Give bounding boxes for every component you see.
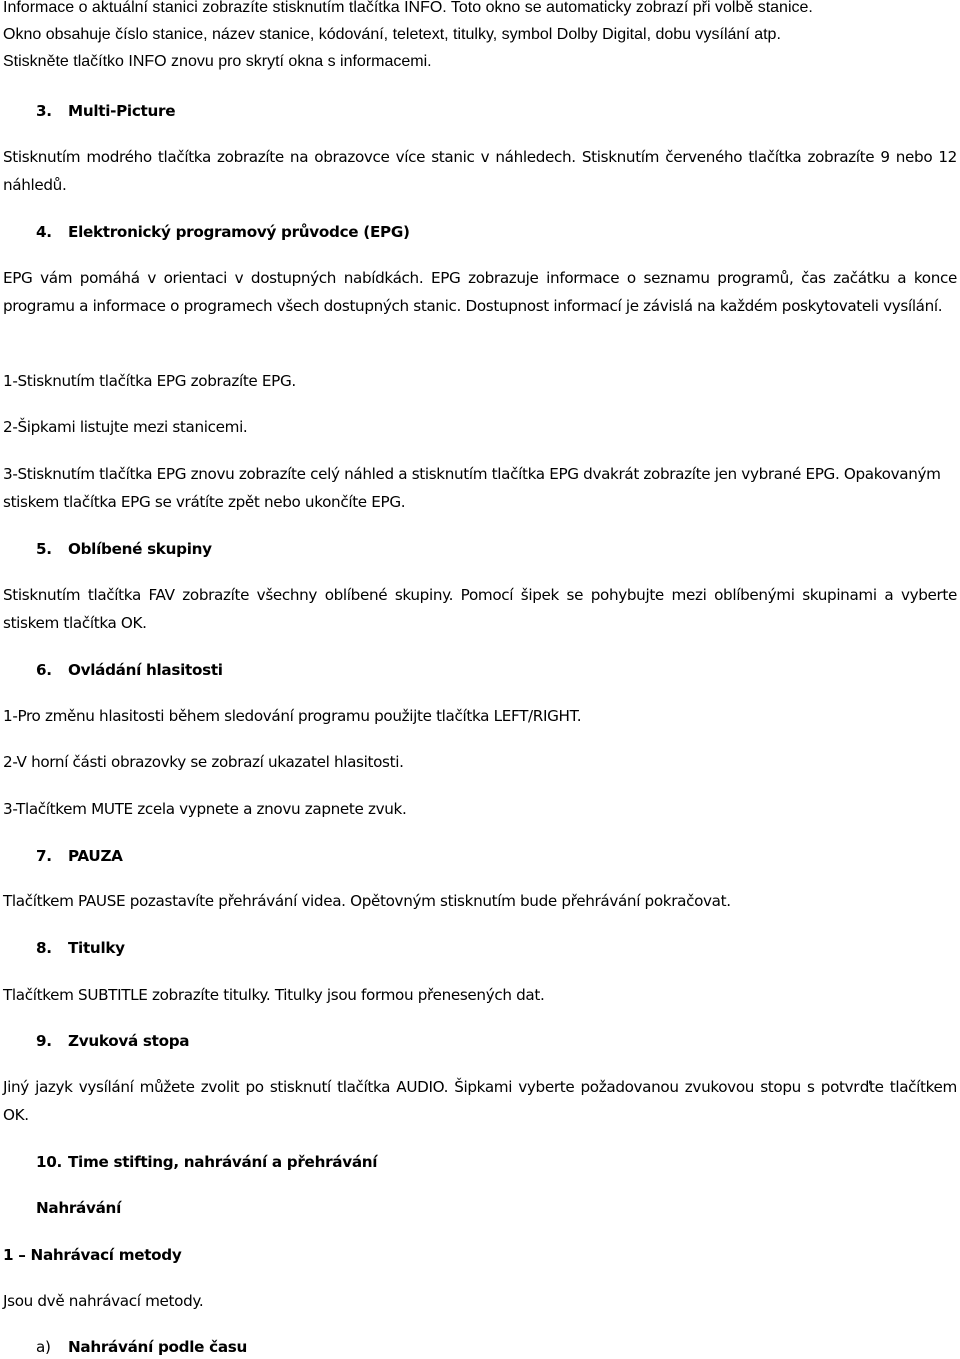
section-title: Oblíbené skupiny [68, 540, 212, 558]
section-paragraph: Tlačítkem SUBTITLE zobrazíte titulky. Titulky jsou formou přenesených dat. [3, 986, 545, 1004]
section-number: 8. [36, 939, 52, 957]
section-paragraph: Stisknutím tlačítka FAV zobrazíte všechny oblíbené skupiny. Pomocí šipek se pohybujte mezi oblíbenými skupinami a vyberte stiskem tlačítka OK. [3, 586, 957, 632]
section-number: 10. [36, 1153, 63, 1171]
intro-line: Stiskněte tlačítko INFO znovu pro skrytí okna s informacemi. [3, 53, 432, 70]
section-title: Titulky [68, 939, 125, 957]
section-paragraph: Tlačítkem PAUSE pozastavíte přehrávání videa. Opětovným stisknutím bude přehrávání pokračovat. [3, 892, 731, 910]
section-number: 6. [36, 661, 52, 679]
section-title: Multi-Picture [68, 102, 176, 120]
section-paragraph: 3-Stisknutím tlačítka EPG znovu zobrazíte celý náhled a stisknutím tlačítka EPG dvakrát zobrazíte jen vybrané EPG. Opakovaným stiskem tlačítka EPG se vrátíte zpět nebo ukončíte EPG. [3, 465, 941, 511]
section-paragraph: EPG vám pomáhá v orientaci v dostupných nabídkách. EPG zobrazuje informace o seznamu programů, čas začátku a konce programu a informace o programech všech dostupných stanic. Dostupnost informací je závislá na každém poskytovateli vysílání. [3, 269, 957, 315]
section-paragraph: 2-Šipkami listujte mezi stanicemi. [3, 418, 248, 436]
section-title: Ovládání hlasitosti [68, 661, 223, 679]
section-number: 5. [36, 540, 52, 558]
section-number: 7. [36, 847, 52, 865]
section-number: 3. [36, 102, 52, 120]
subsection-heading: Nahrávání [36, 1199, 121, 1217]
section-paragraph: 3-Tlačítkem MUTE zcela vypnete a znovu zapnete zvuk. [3, 800, 407, 818]
section-paragraph: Jsou dvě nahrávací metody. [3, 1292, 204, 1310]
intro-paragraph [3, 0, 957, 75]
section-title: Zvuková stopa [68, 1032, 190, 1050]
section-paragraph: 1-Pro změnu hlasitosti během sledování programu použijte tlačítka LEFT/RIGHT. [3, 707, 582, 725]
intro-line: Informace o aktuální stanici zobrazíte stisknutím tlačítka INFO. Toto okno se automaticky zobrazí při volbě stanice. [3, 0, 813, 16]
list-marker: a) [36, 1338, 51, 1356]
section-paragraph: 1-Stisknutím tlačítka EPG zobrazíte EPG. [3, 372, 296, 390]
section-title: PAUZA [68, 847, 123, 865]
section-paragraph: 2-V horní části obrazovky se zobrazí ukazatel hlasitosti. [3, 753, 404, 771]
intro-line: Okno obsahuje číslo stanice, název stanice, kódování, teletext, titulky, symbol Dolby Digital, dobu vysílání atp. [3, 26, 781, 43]
list-item-title: Nahrávání podle času [68, 1338, 248, 1356]
section-paragraph: Jiný jazyk vysílání můžete zvolit po stisknutí tlačítka AUDIO. Šipkami vyberte požadovanou zvukovou stopu s potvrďte tlačítkem OK. [3, 1078, 957, 1124]
section-title: Elektronický programový průvodce (EPG) [68, 223, 410, 241]
section-number: 4. [36, 223, 52, 241]
section-paragraph: Stisknutím modrého tlačítka zobrazíte na obrazovce více stanic v náhledech. Stisknutím červeného tlačítka zobrazíte 9 nebo 12 náhledů. [3, 148, 957, 194]
section-title: Time stifting, nahrávání a přehrávání [68, 1153, 378, 1171]
section-number: 9. [36, 1032, 52, 1050]
subsection-heading: 1 – Nahrávací metody [3, 1246, 182, 1264]
